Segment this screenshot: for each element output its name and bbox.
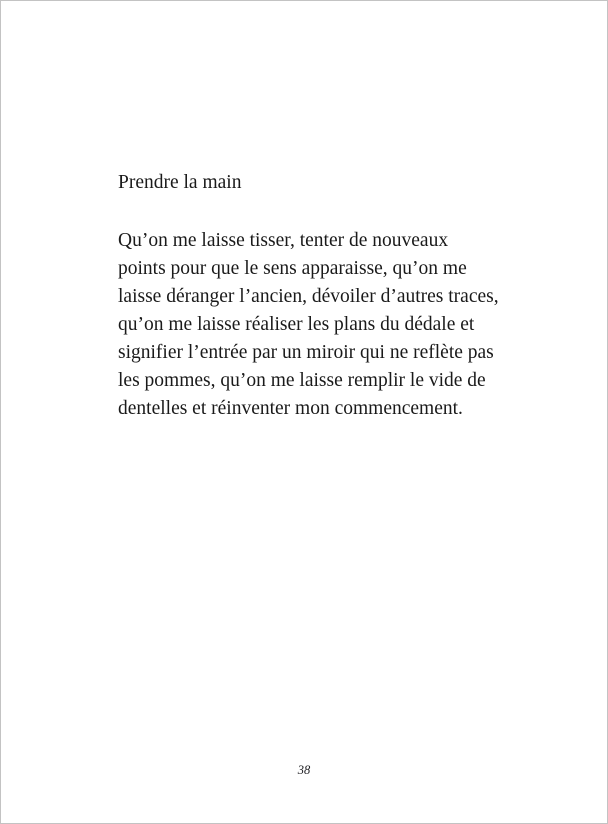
poem-line: dentelles et réinventer mon commencement. [118,398,463,419]
poem-line: laisse déranger l’ancien, dévoiler d’autres traces, [118,286,499,307]
poem-line: qu’on me laisse réaliser les plans du dédale et [118,314,475,335]
page-title: Prendre la main [118,172,242,193]
poem-line: points pour que le sens apparaisse, qu’on me [118,258,467,279]
poem-line: les pommes, qu’on me laisse remplir le vide de [118,370,486,391]
poem-paragraph [118,227,518,423]
page-number: 38 [297,763,311,777]
poem-line: signifier l’entrée par un miroir qui ne reflète pas [118,342,494,363]
poem-line: Qu’on me laisse tisser, tenter de nouveaux [118,230,449,251]
